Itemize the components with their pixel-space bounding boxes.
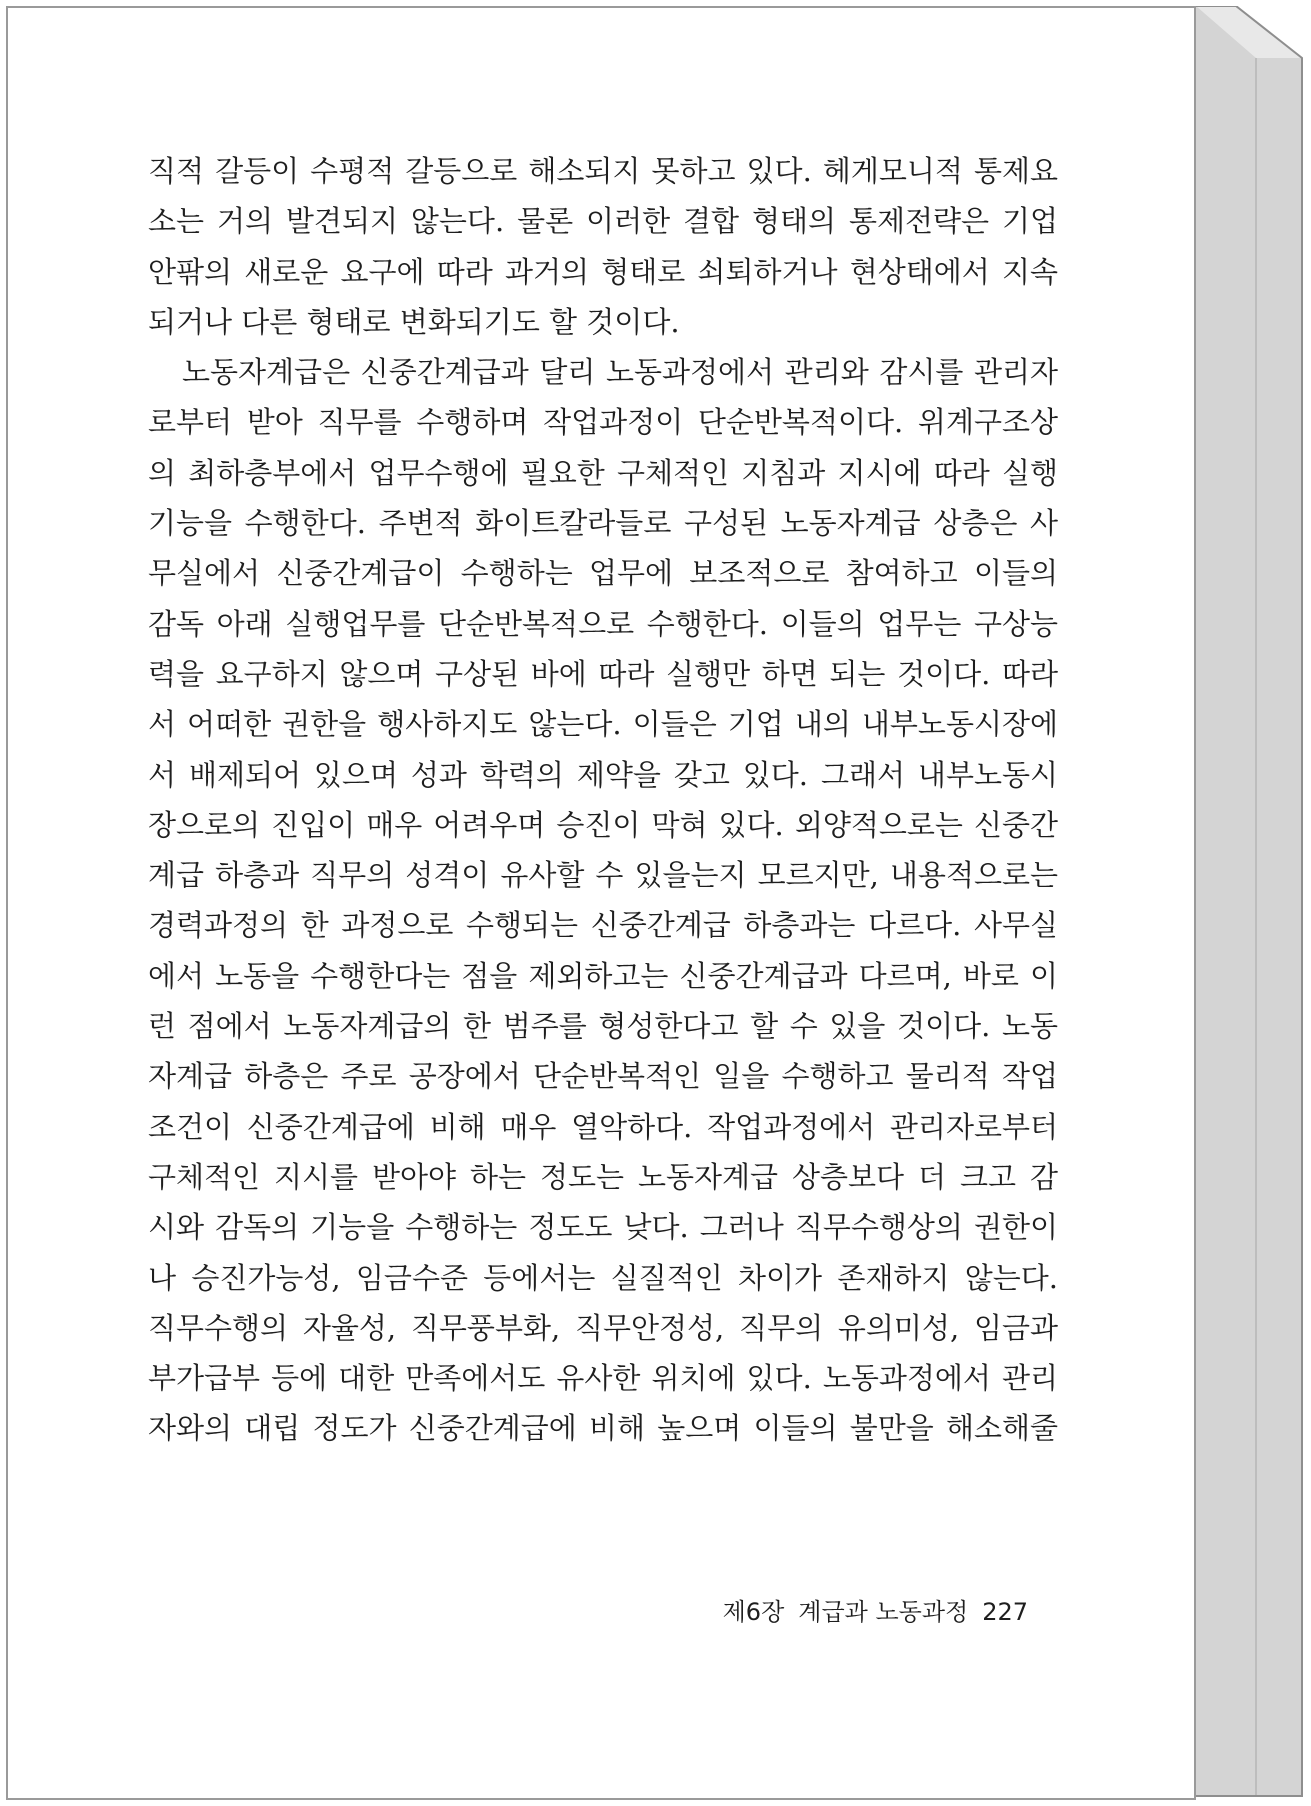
text-line: 계급 하층과 직무의 성격이 유사할 수 있을는지 모르지만, 내용적으로는 xyxy=(148,858,1058,893)
text-line: 직무수행의 자율성, 직무풍부화, 직무안정성, 직무의 유의미성, 임금과 xyxy=(148,1310,1058,1345)
text-line: 런 점에서 노동자계급의 한 범주를 형성한다고 할 수 있을 것이다. 노동 xyxy=(148,1009,1058,1044)
text-line: 의 최하층부에서 업무수행에 필요한 구체적인 지침과 지시에 따라 실행 xyxy=(148,455,1058,490)
text-line: 되거나 다른 형태로 변화되기도 할 것이다. xyxy=(148,304,680,339)
text-line: 감독 아래 실행업무를 단순반복적으로 수행한다. 이들의 업무는 구상능 xyxy=(148,606,1058,641)
body-text xyxy=(148,146,1058,1454)
text-line: 무실에서 신중간계급이 수행하는 업무에 보조적으로 참여하고 이들의 xyxy=(148,556,1058,591)
text-line: 나 승진가능성, 임금수준 등에서는 실질적인 차이가 존재하지 않는다. xyxy=(148,1260,1058,1295)
text-line: 시와 감독의 기능을 수행하는 정도도 낮다. 그러나 직무수행상의 권한이 xyxy=(148,1210,1058,1245)
text-line: 안팎의 새로운 요구에 따라 과거의 형태로 쇠퇴하거나 현상태에서 지속 xyxy=(148,254,1058,289)
book-spine-edge xyxy=(1196,6,1308,1802)
text-line: 서 어떠한 권한을 행사하지도 않는다. 이들은 기업 내의 내부노동시장에 xyxy=(148,707,1058,742)
text-line: 부가급부 등에 대한 만족에서도 유사한 위치에 있다. 노동과정에서 관리 xyxy=(148,1361,1058,1396)
chapter-label: 제6장 xyxy=(722,1598,785,1626)
page-number: 227 xyxy=(982,1598,1028,1626)
text-line: 소는 거의 발견되지 않는다. 물론 이러한 결합 형태의 통제전략은 기업 xyxy=(148,204,1058,239)
chapter-title: 계급과 노동과정 xyxy=(798,1598,969,1626)
text-line: 자계급 하층은 주로 공장에서 단순반복적인 일을 수행하고 물리적 작업 xyxy=(148,1059,1058,1094)
running-footer xyxy=(708,1592,1028,1627)
text-line: 력을 요구하지 않으며 구상된 바에 따라 실행만 하면 되는 것이다. 따라 xyxy=(148,656,1058,691)
text-line: 조건이 신중간계급에 비해 매우 열악하다. 작업과정에서 관리자로부터 xyxy=(148,1109,1058,1144)
text-line: 자와의 대립 정도가 신중간계급에 비해 높으며 이들의 불만을 해소해줄 xyxy=(148,1411,1058,1446)
text-line: 서 배제되어 있으며 성과 학력의 제약을 갖고 있다. 그래서 내부노동시 xyxy=(148,757,1058,792)
text-line: 경력과정의 한 과정으로 수행되는 신중간계급 하층과는 다르다. 사무실 xyxy=(148,908,1058,943)
text-line: 장으로의 진입이 매우 어려우며 승진이 막혀 있다. 외양적으로는 신중간 xyxy=(148,807,1058,842)
text-line: 구체적인 지시를 받아야 하는 정도는 노동자계급 상층보다 더 크고 감 xyxy=(148,1159,1058,1194)
book-page xyxy=(6,6,1196,1800)
text-line: 기능을 수행한다. 주변적 화이트칼라들로 구성된 노동자계급 상층은 사 xyxy=(148,506,1058,541)
text-line: 직적 갈등이 수평적 갈등으로 해소되지 못하고 있다. 헤게모니적 통제요 xyxy=(148,154,1058,188)
paragraph-first-line: 노동자계급은 신중간계급과 달리 노동과정에서 관리와 감시를 관리자 xyxy=(182,355,1058,390)
text-line: 에서 노동을 수행한다는 점을 제외하고는 신중간계급과 다르며, 바로 이 xyxy=(148,958,1058,993)
text-line: 로부터 받아 직무를 수행하며 작업과정이 단순반복적이다. 위계구조상 xyxy=(148,405,1058,440)
